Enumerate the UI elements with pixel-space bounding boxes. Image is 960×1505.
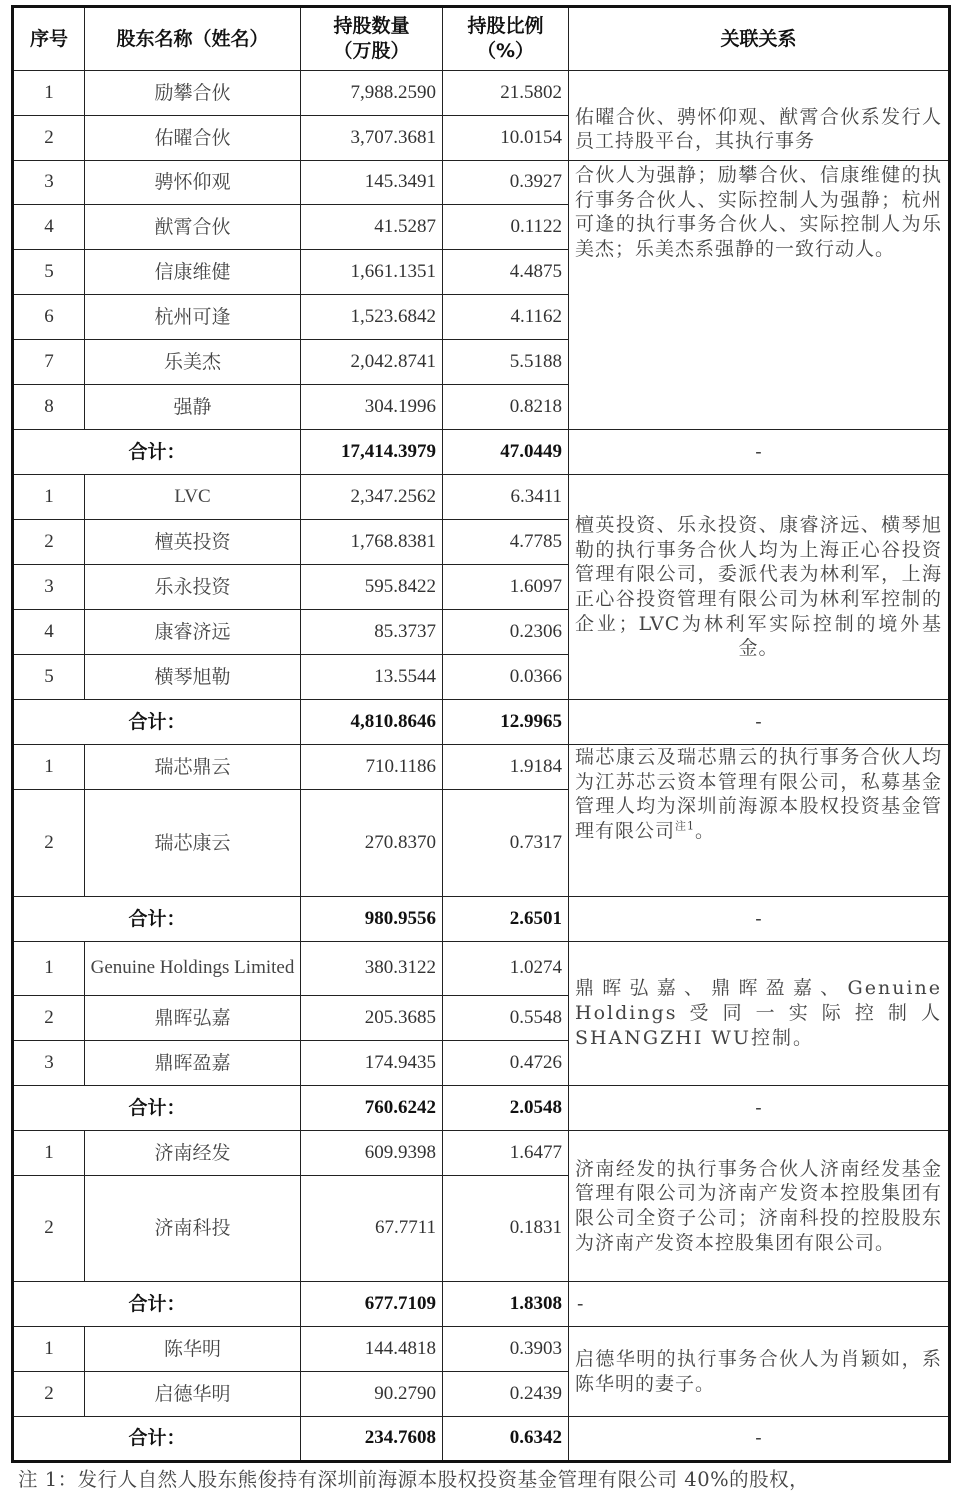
total-label: 合计： [13, 897, 301, 942]
header-seq: 序号 [13, 7, 85, 71]
cell-ratio: 0.7317 [443, 790, 569, 897]
cell-ratio: 4.4875 [443, 250, 569, 295]
cell-name: 鼎晖盈嘉 [85, 1041, 301, 1086]
cell-name: 乐永投资 [85, 565, 301, 610]
cell-ratio: 21.5802 [443, 71, 569, 116]
cell-name: 励攀合伙 [85, 71, 301, 116]
total-label: 合计： [13, 430, 301, 475]
cell-name: 横琴旭勒 [85, 655, 301, 700]
cell-seq: 2 [13, 1176, 85, 1282]
cell-shares: 2,347.2562 [301, 475, 443, 520]
cell-seq: 3 [13, 1041, 85, 1086]
cell-ratio: 1.0274 [443, 942, 569, 996]
cell-shares: 304.1996 [301, 385, 443, 430]
total-shares: 760.6242 [301, 1086, 443, 1131]
total-label: 合计： [13, 1086, 301, 1131]
cell-name: 猷霄合伙 [85, 205, 301, 250]
cell-seq: 5 [13, 655, 85, 700]
cell-name: 鼎晖弘嘉 [85, 996, 301, 1041]
cell-seq: 3 [13, 565, 85, 610]
cell-shares: 710.1186 [301, 745, 443, 790]
cell-seq: 5 [13, 250, 85, 295]
cell-shares: 270.8370 [301, 790, 443, 897]
header-shares-line2: （万股） [333, 40, 410, 62]
cell-seq: 1 [13, 475, 85, 520]
header-row [13, 7, 950, 71]
cell-shares: 1,768.8381 [301, 520, 443, 565]
total-label: 合计： [13, 1282, 301, 1327]
cell-seq: 7 [13, 340, 85, 385]
table-row [13, 71, 950, 116]
cell-ratio: 0.1122 [443, 205, 569, 250]
total-row [13, 1417, 950, 1462]
total-relation: - [569, 897, 950, 942]
header-shares [301, 7, 443, 71]
relation-end: 。 [695, 820, 716, 843]
cell-seq: 1 [13, 745, 85, 790]
cell-name: 康睿济远 [85, 610, 301, 655]
cell-name: Genuine Holdings Limited [85, 942, 301, 996]
cell-ratio: 0.2439 [443, 1372, 569, 1417]
cell-ratio: 0.0366 [443, 655, 569, 700]
total-relation: - [569, 1417, 950, 1462]
cell-ratio: 0.8218 [443, 385, 569, 430]
cell-ratio: 0.5548 [443, 996, 569, 1041]
cell-seq: 8 [13, 385, 85, 430]
cell-ratio: 10.0154 [443, 116, 569, 161]
cell-ratio: 4.7785 [443, 520, 569, 565]
cell-name: 信康维健 [85, 250, 301, 295]
total-ratio: 47.0449 [443, 430, 569, 475]
cell-ratio: 5.5188 [443, 340, 569, 385]
cell-name: 檀英投资 [85, 520, 301, 565]
total-shares: 17,414.3979 [301, 430, 443, 475]
cell-seq: 3 [13, 161, 85, 205]
cell-ratio: 4.1162 [443, 295, 569, 340]
cell-seq: 1 [13, 1131, 85, 1176]
cell-ratio: 0.3903 [443, 1327, 569, 1372]
cell-name: 启德华明 [85, 1372, 301, 1417]
cell-shares: 85.3737 [301, 610, 443, 655]
cell-name: 强静 [85, 385, 301, 430]
total-ratio: 0.6342 [443, 1417, 569, 1462]
table-row [13, 1131, 950, 1176]
footnote: 注 1：发行人自然人股东熊俊持有深圳前海源本股权投资基金管理有限公司 40%的股权， [18, 1468, 810, 1491]
table-row [13, 745, 950, 790]
total-ratio: 2.6501 [443, 897, 569, 942]
cell-ratio: 0.3927 [443, 161, 569, 205]
cell-name: 骋怀仰观 [85, 161, 301, 205]
total-relation: - [569, 1086, 950, 1131]
cell-seq: 1 [13, 71, 85, 116]
shareholder-table [11, 5, 951, 1463]
cell-ratio: 0.4726 [443, 1041, 569, 1086]
cell-seq: 2 [13, 790, 85, 897]
cell-seq: 2 [13, 520, 85, 565]
total-shares: 4,810.8646 [301, 700, 443, 745]
cell-ratio: 1.9184 [443, 745, 569, 790]
table-row [13, 475, 950, 520]
total-ratio: 12.9965 [443, 700, 569, 745]
total-row [13, 1086, 950, 1131]
cell-shares: 41.5287 [301, 205, 443, 250]
cell-name: 瑞芯康云 [85, 790, 301, 897]
cell-shares: 1,661.1351 [301, 250, 443, 295]
cell-shares: 3,707.3681 [301, 116, 443, 161]
total-label: 合计： [13, 700, 301, 745]
cell-shares: 144.4818 [301, 1327, 443, 1372]
cell-shares: 67.7711 [301, 1176, 443, 1282]
cell-shares: 145.3491 [301, 161, 443, 205]
cell-seq: 2 [13, 1372, 85, 1417]
footnote-ref: 注1 [675, 819, 696, 833]
cell-seq: 4 [13, 610, 85, 655]
cell-shares: 1,523.6842 [301, 295, 443, 340]
cell-shares: 205.3685 [301, 996, 443, 1041]
cell-name: 陈华明 [85, 1327, 301, 1372]
cell-name: 瑞芯鼎云 [85, 745, 301, 790]
total-relation: - [569, 430, 950, 475]
cell-relation-part1: 佑曜合伙、骋怀仰观、猷霄合伙系发行人员工持股平台，其执行事务 [569, 71, 950, 161]
cell-shares: 7,988.2590 [301, 71, 443, 116]
total-shares: 980.9556 [301, 897, 443, 942]
cell-relation-part2: 合伙人为强静；励攀合伙、信康维健的执行事务合伙人、实际控制人为强静；杭州可逢的执行事务合伙人、实际控制人为乐美杰；乐美杰系强静的一致行动人。 [569, 161, 950, 430]
total-ratio: 2.0548 [443, 1086, 569, 1131]
header-ratio-line1: 持股比例 [467, 15, 544, 38]
cell-ratio: 1.6097 [443, 565, 569, 610]
total-relation: - [569, 1282, 950, 1327]
total-shares: 234.7608 [301, 1417, 443, 1462]
cell-seq: 2 [13, 996, 85, 1041]
total-shares: 677.7109 [301, 1282, 443, 1327]
cell-ratio: 6.3411 [443, 475, 569, 520]
cell-relation [569, 745, 950, 897]
cell-ratio: 0.1831 [443, 1176, 569, 1282]
cell-seq: 1 [13, 942, 85, 996]
cell-name: 济南经发 [85, 1131, 301, 1176]
cell-shares: 609.9398 [301, 1131, 443, 1176]
table-row [13, 942, 950, 996]
table-row [13, 161, 950, 205]
cell-relation: 启德华明的执行事务合伙人为肖颖如，系陈华明的妻子。 [569, 1327, 950, 1417]
total-label: 合计： [13, 1417, 301, 1462]
total-relation: - [569, 700, 950, 745]
cell-seq: 4 [13, 205, 85, 250]
cell-relation: 济南经发的执行事务合伙人济南经发基金管理有限公司为济南产发资本控股集团有限公司全资子公司；济南科投的控股股东为济南产发资本控股集团有限公司。 [569, 1131, 950, 1282]
total-row [13, 700, 950, 745]
header-name: 股东名称（姓名） [85, 7, 301, 71]
relation-text: 瑞芯康云及瑞芯鼎云的执行事务合伙人均为江苏芯云资本管理有限公司，私募基金管理人均为深圳前海源本股权投资基金管理有限公司 [575, 746, 942, 843]
cell-shares: 595.8422 [301, 565, 443, 610]
total-row [13, 430, 950, 475]
cell-shares: 380.3122 [301, 942, 443, 996]
header-ratio [443, 7, 569, 71]
cell-seq: 6 [13, 295, 85, 340]
cell-name: 杭州可逢 [85, 295, 301, 340]
cell-seq: 1 [13, 1327, 85, 1372]
cell-name: LVC [85, 475, 301, 520]
cell-shares: 90.2790 [301, 1372, 443, 1417]
cell-shares: 2,042.8741 [301, 340, 443, 385]
total-row [13, 1282, 950, 1327]
header-relation: 关联关系 [569, 7, 950, 71]
header-ratio-line2: （%） [476, 40, 535, 62]
cell-ratio: 0.2306 [443, 610, 569, 655]
cell-seq: 2 [13, 116, 85, 161]
total-row [13, 897, 950, 942]
cell-shares: 13.5544 [301, 655, 443, 700]
cell-name: 济南科投 [85, 1176, 301, 1282]
cell-shares: 174.9435 [301, 1041, 443, 1086]
cell-name: 佑曜合伙 [85, 116, 301, 161]
header-shares-line1: 持股数量 [333, 15, 410, 38]
table-row [13, 1327, 950, 1372]
cell-ratio: 1.6477 [443, 1131, 569, 1176]
cell-relation: 鼎晖弘嘉、鼎晖盈嘉、Genuine Holdings受同一实际控制人SHANGZHI WU控制。 [569, 942, 950, 1086]
cell-relation: 檀英投资、乐永投资、康睿济远、横琴旭勒的执行事务合伙人均为上海正心谷投资管理有限公司，委派代表为林利军，上海正心谷投资管理有限公司为林利军控制的企业；LVC为林利军实际控制的境外基金。 [569, 475, 950, 700]
cell-name: 乐美杰 [85, 340, 301, 385]
total-ratio: 1.8308 [443, 1282, 569, 1327]
